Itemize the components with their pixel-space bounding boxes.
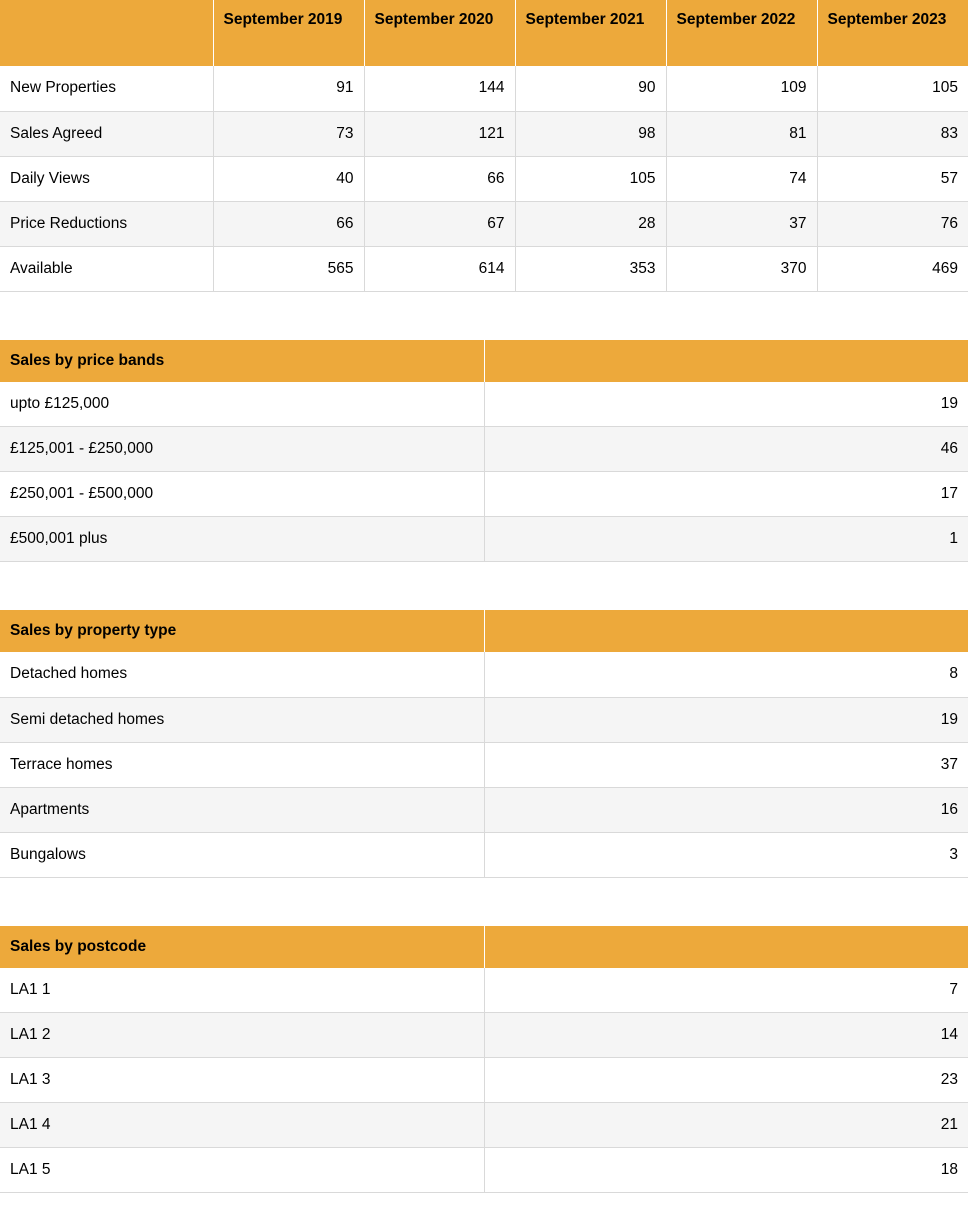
table-row (0, 1103, 968, 1148)
sales-by-price-bands-table (0, 340, 968, 563)
cell-value: 614 (364, 246, 515, 291)
cell-value: 370 (666, 246, 817, 291)
section-value-header (484, 340, 968, 382)
cell-value: 14 (484, 1013, 968, 1058)
table-header-row (0, 340, 968, 382)
cell-value: 565 (213, 246, 364, 291)
row-label: Terrace homes (0, 742, 484, 787)
row-label: Bungalows (0, 832, 484, 877)
table-row (0, 1058, 968, 1103)
yearly-summary-table (0, 0, 968, 292)
table-row (0, 111, 968, 156)
cell-value: 1 (484, 517, 968, 562)
cell-value: 21 (484, 1103, 968, 1148)
table-row (0, 968, 968, 1013)
cell-value: 91 (213, 66, 364, 111)
cell-value: 353 (515, 246, 666, 291)
cell-value: 74 (666, 156, 817, 201)
row-label: New Properties (0, 66, 213, 111)
table-row (0, 156, 968, 201)
row-label: Available (0, 246, 213, 291)
row-label: LA1 3 (0, 1058, 484, 1103)
column-header-sep-2023: September 2023 (817, 0, 968, 66)
yearly-summary-header (0, 0, 968, 66)
cell-value: 57 (817, 156, 968, 201)
table-row (0, 382, 968, 427)
row-label: upto £125,000 (0, 382, 484, 427)
cell-value: 67 (364, 201, 515, 246)
row-label: Semi detached homes (0, 697, 484, 742)
postcode-body (0, 968, 968, 1193)
section-value-header (484, 926, 968, 968)
cell-value: 19 (484, 697, 968, 742)
price-bands-header (0, 340, 968, 382)
column-header-sep-2020: September 2020 (364, 0, 515, 66)
row-label: £500,001 plus (0, 517, 484, 562)
sales-by-property-type-table (0, 610, 968, 878)
cell-value: 66 (364, 156, 515, 201)
table-row (0, 246, 968, 291)
row-label: £250,001 - £500,000 (0, 472, 484, 517)
table-row (0, 1013, 968, 1058)
cell-value: 121 (364, 111, 515, 156)
cell-value: 46 (484, 427, 968, 472)
table-row (0, 652, 968, 697)
row-label: LA1 4 (0, 1103, 484, 1148)
table-row (0, 787, 968, 832)
cell-value: 3 (484, 832, 968, 877)
cell-value: 81 (666, 111, 817, 156)
cell-value: 17 (484, 472, 968, 517)
section-value-header (484, 610, 968, 652)
cell-value: 40 (213, 156, 364, 201)
section-title-price-bands: Sales by price bands (0, 340, 484, 382)
table-row (0, 697, 968, 742)
row-label: LA1 5 (0, 1148, 484, 1193)
row-label: £125,001 - £250,000 (0, 427, 484, 472)
cell-value: 109 (666, 66, 817, 111)
cell-value: 469 (817, 246, 968, 291)
section-title-postcode: Sales by postcode (0, 926, 484, 968)
table-row (0, 742, 968, 787)
price-bands-body (0, 382, 968, 562)
cell-value: 105 (817, 66, 968, 111)
cell-value: 28 (515, 201, 666, 246)
cell-value: 73 (213, 111, 364, 156)
cell-value: 23 (484, 1058, 968, 1103)
table-row (0, 1148, 968, 1193)
row-label: Detached homes (0, 652, 484, 697)
table-row (0, 66, 968, 111)
column-header-sep-2021: September 2021 (515, 0, 666, 66)
sales-by-postcode-table (0, 926, 968, 1194)
table-row (0, 472, 968, 517)
cell-value: 8 (484, 652, 968, 697)
table-header-row (0, 610, 968, 652)
column-header-sep-2022: September 2022 (666, 0, 817, 66)
row-label: Sales Agreed (0, 111, 213, 156)
column-header-sep-2019: September 2019 (213, 0, 364, 66)
property-type-header (0, 610, 968, 652)
table-header-row (0, 0, 968, 66)
row-label: Price Reductions (0, 201, 213, 246)
table-row (0, 427, 968, 472)
table-row (0, 201, 968, 246)
cell-value: 105 (515, 156, 666, 201)
property-type-body (0, 652, 968, 877)
table-row (0, 517, 968, 562)
cell-value: 98 (515, 111, 666, 156)
table-row (0, 832, 968, 877)
postcode-header (0, 926, 968, 968)
row-label: Daily Views (0, 156, 213, 201)
row-label: Apartments (0, 787, 484, 832)
cell-value: 83 (817, 111, 968, 156)
cell-value: 76 (817, 201, 968, 246)
cell-value: 19 (484, 382, 968, 427)
cell-value: 18 (484, 1148, 968, 1193)
section-title-property-type: Sales by property type (0, 610, 484, 652)
summary-corner-cell (0, 0, 213, 66)
yearly-summary-body (0, 66, 968, 291)
cell-value: 37 (484, 742, 968, 787)
cell-value: 16 (484, 787, 968, 832)
cell-value: 37 (666, 201, 817, 246)
cell-value: 144 (364, 66, 515, 111)
cell-value: 7 (484, 968, 968, 1013)
row-label: LA1 1 (0, 968, 484, 1013)
row-label: LA1 2 (0, 1013, 484, 1058)
cell-value: 90 (515, 66, 666, 111)
cell-value: 66 (213, 201, 364, 246)
table-header-row (0, 926, 968, 968)
